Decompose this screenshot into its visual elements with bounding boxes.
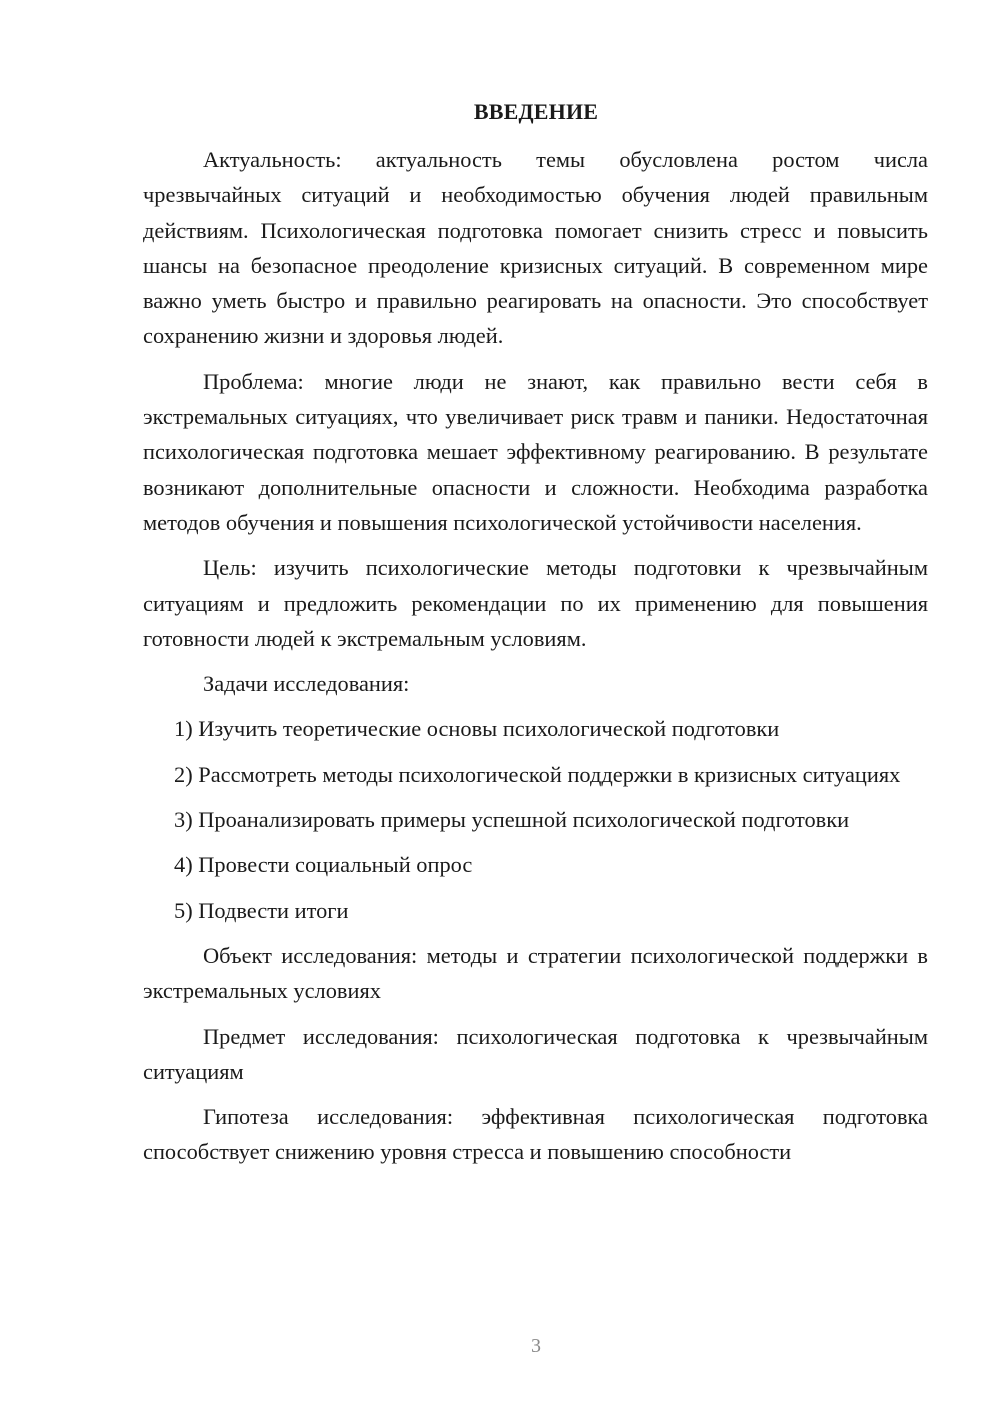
- task-item: 4) Провести социальный опрос: [174, 852, 473, 878]
- tasks-heading: Задачи исследования:: [203, 671, 410, 697]
- body-text: [143, 142, 928, 1180]
- section-heading: ВВЕДЕНИЕ: [473, 99, 599, 124]
- hypothesis-paragraph: Гипотеза исследования: эффективная психологическая подготовка способствует снижению уровня стресса и повышению способности: [143, 1104, 928, 1165]
- object-paragraph: Объект исследования: методы и стратегии психологической поддержки в экстремальных условиях: [143, 942, 928, 1004]
- task-item: 3) Проанализировать примеры успешной психологической подготовки: [174, 807, 850, 833]
- subject-paragraph: Предмет исследования: психологическая подготовка к чрезвычайным ситуациям: [143, 1023, 928, 1084]
- page-number: 3: [531, 1335, 541, 1357]
- task-item: 2) Рассмотреть методы психологической поддержки в кризисных ситуациях: [174, 761, 901, 787]
- relevance-paragraph: Актуальность: актуальность темы обусловлена ростом числа чрезвычайных ситуаций и необходимостью обучения людей правильным действиям. Психологическая подготовка помогает снизить стресс и повысить шансы на безопасное преодоление кризисных ситуаций. В современном мире важно уметь быстро и правильно реагировать на опасности. Это способствует сохранению жизни и здоровья людей.: [143, 147, 928, 349]
- task-item: 5) Подвести итоги: [174, 897, 349, 923]
- goal-paragraph: Цель: изучить психологические методы подготовки к чрезвычайным ситуациям и предложить рекомендации по их применению для повышения готовности людей к экстремальным условиям.: [143, 555, 928, 651]
- problem-paragraph: Проблема: многие люди не знают, как правильно вести себя в экстремальных ситуациях, что увеличивает риск травм и паники. Недостаточная психологическая подготовка мешает эффективному реагированию. В результате возникают дополнительные опасности и сложности. Необходима разработка методов обучения и повышения психологической устойчивости населения.: [143, 368, 928, 535]
- task-item: 1) Изучить теоретические основы психологической подготовки: [174, 716, 780, 742]
